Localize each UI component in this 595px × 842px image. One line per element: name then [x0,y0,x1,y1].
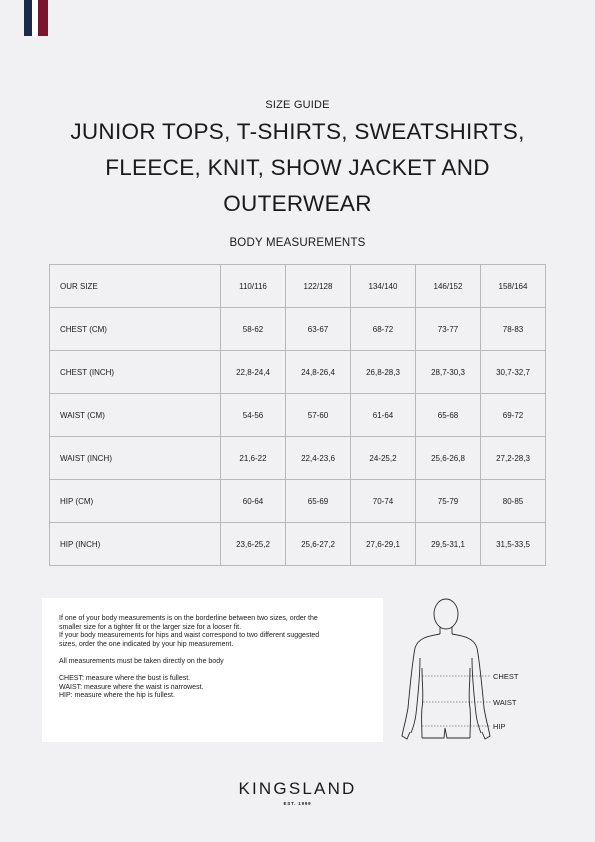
value-cell: 27,6-29,1 [351,523,416,566]
note-line: If your body measurements for hips and waist correspond to two different suggested [59,632,320,640]
row-label-cell: WAIST (CM) [50,394,221,437]
value-cell: 25,6-26,8 [416,437,481,480]
table-row [50,351,546,394]
value-cell: 65-69 [286,480,351,523]
value-cell: 68-72 [351,308,416,351]
value-cell: 80-85 [481,480,546,523]
value-cell: 57-60 [286,394,351,437]
note-line: All measurements must be taken directly on the body [59,657,224,665]
section-kicker: SIZE GUIDE [265,99,330,111]
value-cell: 26,8-28,3 [351,351,416,394]
value-cell: 73-77 [416,308,481,351]
flag-stripe-navy [24,0,32,36]
value-cell: 30,7-32,7 [481,351,546,394]
brand-logo: KINGSLAND [238,779,357,798]
title-line: FLEECE, KNIT, SHOW JACKET AND [105,155,490,180]
row-label-cell: CHEST (CM) [50,308,221,351]
value-cell: 54-56 [221,394,286,437]
value-cell: 75-79 [416,480,481,523]
note-line: smaller size for a tighter fit or the larger size for a looser fit. [59,623,242,631]
title-line: OUTERWEAR [223,191,372,216]
note-line: sizes, order the one indicated by your hip measurement. [59,640,234,648]
value-cell: 22,8-24,4 [221,351,286,394]
value-cell: 22,4-23,6 [286,437,351,480]
value-cell: 27,2-28,3 [481,437,546,480]
value-cell: 69-72 [481,394,546,437]
value-cell: 31,5-33,5 [481,523,546,566]
brand-est: EST. 1999 [283,801,312,806]
size-header-cell: 134/140 [351,265,416,308]
title-line: JUNIOR TOPS, T-SHIRTS, SWEATSHIRTS, [70,119,525,144]
page-title [40,114,555,222]
table-row [50,308,546,351]
value-cell: 58-62 [221,308,286,351]
row-label-cell: CHEST (INCH) [50,351,221,394]
table-row [50,523,546,566]
size-header-cell: 122/128 [286,265,351,308]
table-row [50,394,546,437]
row-label-cell: WAIST (INCH) [50,437,221,480]
body-outline-icon [398,596,528,746]
value-cell: 21,6-22 [221,437,286,480]
note-line: HIP: measure where the hip is fullest. [59,692,175,700]
value-cell: 65-68 [416,394,481,437]
value-cell: 28,7-30,3 [416,351,481,394]
value-cell: 63-67 [286,308,351,351]
note-line: WAIST: measure where the waist is narrowest. [59,683,204,691]
brand-flag-icon [24,0,48,36]
chest-label: CHEST [493,672,519,681]
value-cell: 61-64 [351,394,416,437]
note-line: CHEST: measure where the bust is fullest. [59,675,191,683]
value-cell: 24,8-26,4 [286,351,351,394]
value-cell: 70-74 [351,480,416,523]
note-line: If one of your body measurements is on the borderline between two sizes, order the [59,615,318,622]
waist-label: WAIST [493,698,517,707]
header-label-cell: OUR SIZE [50,265,221,308]
value-cell: 29,5-31,1 [416,523,481,566]
table-subtitle: BODY MEASUREMENTS [229,237,366,249]
size-header-cell: 146/152 [416,265,481,308]
body-figure [398,596,528,746]
value-cell: 60-64 [221,480,286,523]
value-cell: 23,6-25,2 [221,523,286,566]
table-row [50,437,546,480]
table-row [50,480,546,523]
flag-stripe-burgundy [38,0,48,36]
measurement-notes [42,598,383,742]
table-header-row [50,265,546,308]
size-header-cell: 110/116 [221,265,286,308]
value-cell: 25,6-27,2 [286,523,351,566]
size-table [49,264,546,566]
value-cell: 78-83 [481,308,546,351]
row-label-cell: HIP (CM) [50,480,221,523]
row-label-cell: HIP (INCH) [50,523,221,566]
value-cell: 24-25,2 [351,437,416,480]
hip-label: HIP [493,722,506,731]
size-header-cell: 158/164 [481,265,546,308]
